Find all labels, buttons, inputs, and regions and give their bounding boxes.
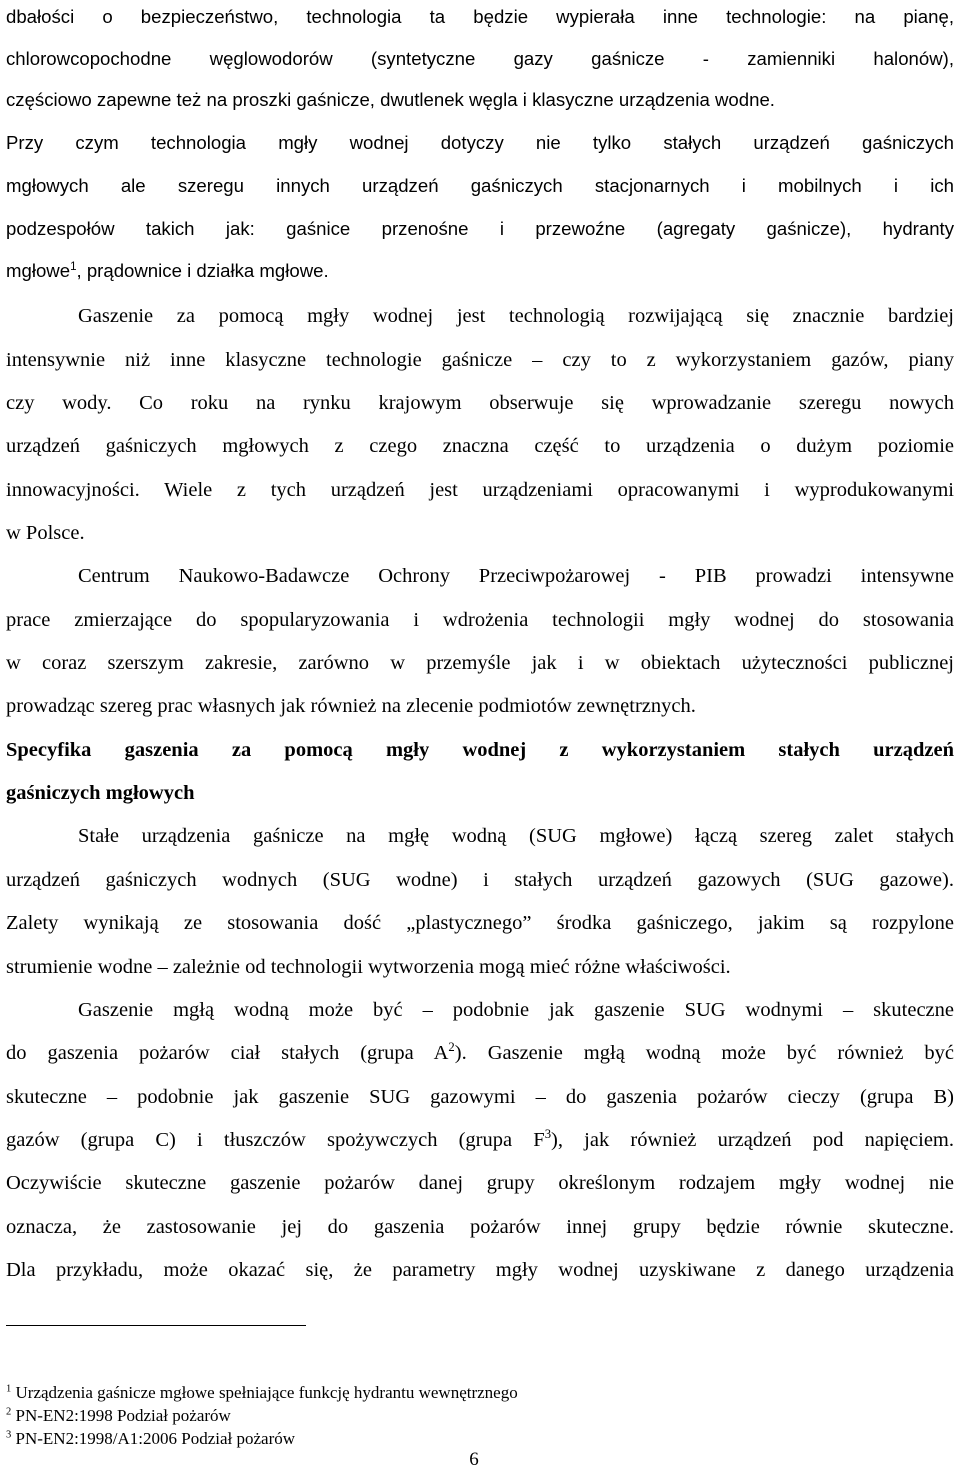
text-line: dbałości o bezpieczeństwo, technologia ta będzie wypierała inne technologie: na pianę,	[6, 6, 954, 27]
text-line: Gaszenie za pomocą mgły wodnej jest technologią rozwijającą się znacznie bardziej	[78, 305, 954, 327]
section-heading: gaśniczych mgłowych	[6, 782, 195, 804]
text-line: intensywnie niż inne klasyczne technologie gaśnicze – czy to z wykorzystaniem gazów, piany	[6, 349, 954, 371]
text-line: podzespołów takich jak: gaśnice przenośne i przewoźne (agregaty gaśnicze), hydranty	[6, 218, 954, 239]
text-line: Przy czym technologia mgły wodnej dotyczy nie tylko stałych urządzeń gaśniczych	[6, 132, 954, 153]
footnote-text: PN-EN2:1998/A1:2006 Podział pożarów	[15, 1429, 296, 1448]
footnote-ref: 2	[448, 1040, 455, 1055]
document-page	[6, 0, 954, 1476]
text-fragment: ). Gaszenie mgłą wodną może być również być	[454, 1042, 954, 1064]
text-fragment: mgłowe	[6, 260, 71, 281]
footnote-separator	[6, 1325, 306, 1326]
text-fragment: do gaszenia pożarów ciał stałych (grupa A	[6, 1042, 449, 1064]
text-line: w coraz szerszym zakresie, zarówno w przemyśle jak i w obiektach użyteczności publicznej	[6, 652, 954, 674]
footnote-ref: 1	[70, 260, 77, 273]
text-line: chlorowcopochodne węglowodorów (syntetyczne gazy gaśnicze - zamienniki halonów),	[6, 48, 954, 69]
text-line: prowadząc szereg prac własnych jak również na zlecenie podmiotów zewnętrznych.	[6, 695, 696, 717]
footnote-ref: 3	[544, 1127, 552, 1142]
text-line: strumienie wodne – zależnie od technologii wytworzenia mogą mieć różne właściwości.	[6, 956, 731, 978]
footnote-text: Urządzenia gaśnicze mgłowe spełniające funkcję hydrantu wewnętrznego	[15, 1383, 518, 1402]
footnote-number: 1	[6, 1383, 12, 1395]
text-line	[6, 1125, 954, 1155]
text-line: skuteczne – podobnie jak gaszenie SUG gazowymi – do gaszenia pożarów cieczy (grupa B)	[6, 1086, 954, 1108]
footnote-number: 2	[6, 1406, 12, 1418]
footnote-text: PN-EN2:1998 Podział pożarów	[15, 1406, 231, 1425]
text-line: Dla przykładu, może okazać się, że parametry mgły wodnej uzyskiwane z danego urządzenia	[6, 1259, 954, 1281]
footnote	[6, 1382, 518, 1404]
text-line	[6, 256, 954, 286]
page-number: 6	[469, 1449, 479, 1470]
text-line: urządzeń gaśniczych mgłowych z czego znaczna część to urządzenia o dużym poziomie	[6, 435, 954, 457]
text-fragment: ), jak również urządzeń pod napięciem.	[551, 1129, 954, 1151]
section-heading: Specyfika gaszenia za pomocą mgły wodnej z wykorzystaniem stałych urządzeń	[6, 739, 954, 761]
text-line: Oczywiście skuteczne gaszenie pożarów danej grupy określonym rodzajem mgły wodnej nie	[6, 1172, 954, 1194]
text-fragment: gazów (grupa C) i tłuszczów spożywczych (grupa F	[6, 1129, 545, 1151]
text-line: częściowo zapewne też na proszki gaśnicze, dwutlenek węgla i klasyczne urządzenia wodne.	[6, 89, 775, 110]
text-line: oznacza, że zastosowanie jej do gaszenia pożarów innej grupy będzie równie skuteczne.	[6, 1216, 954, 1238]
text-line: Centrum Naukowo-Badawcze Ochrony Przeciwpożarowej - PIB prowadzi intensywne	[78, 565, 954, 587]
text-line: Zalety wynikają ze stosowania dość „plastycznego” środka gaśniczego, jakim są rozpylone	[6, 912, 954, 934]
footnote-number: 3	[6, 1429, 12, 1441]
text-line: urządzeń gaśniczych wodnych (SUG wodne) i stałych urządzeń gazowych (SUG gazowe).	[6, 869, 954, 891]
text-line	[6, 1038, 954, 1068]
footnote	[6, 1428, 295, 1450]
footnote	[6, 1405, 231, 1427]
text-line: prace zmierzające do spopularyzowania i wdrożenia technologii mgły wodnej do stosowania	[6, 609, 954, 631]
text-line: Gaszenie mgłą wodną może być – podobnie jak gaszenie SUG wodnymi – skuteczne	[78, 999, 954, 1021]
text-line: w Polsce.	[6, 522, 85, 544]
text-line: mgłowych ale szeregu innych urządzeń gaśniczych stacjonarnych i mobilnych i ich	[6, 175, 954, 196]
text-line: czy wody. Co roku na rynku krajowym obserwuje się wprowadzanie szeregu nowych	[6, 392, 954, 414]
text-line: innowacyjności. Wiele z tych urządzeń jest urządzeniami opracowanymi i wyprodukowanymi	[6, 479, 954, 501]
text-fragment: , prądownice i działka mgłowe.	[76, 260, 329, 281]
text-line: Stałe urządzenia gaśnicze na mgłę wodną (SUG mgłowe) łączą szereg zalet stałych	[78, 825, 954, 847]
